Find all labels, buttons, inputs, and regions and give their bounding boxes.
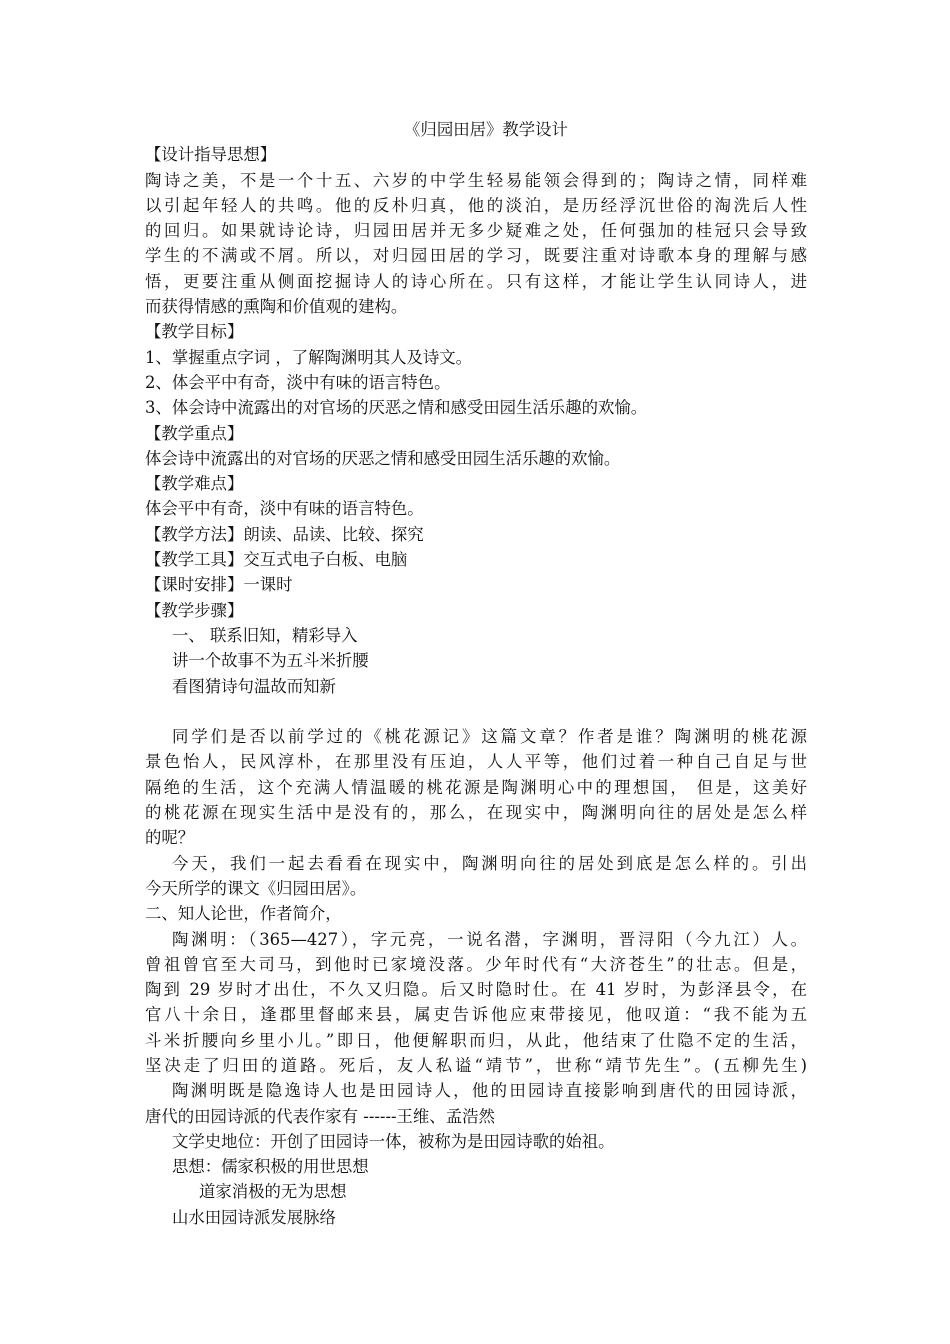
poetry-lineage: 山水田园诗派发展脉络 — [172, 1207, 336, 1227]
step1-title: 一、 联系旧知，精彩导入 — [172, 625, 358, 645]
paragraph-line: 曾祖曾官至大司马，到他时已家境没落。少年时代有“大济苍生”的壮志。但是， — [145, 954, 807, 974]
paragraph-line: 陶渊明：（365—427），字元亮，一说名潜，字渊明，晋浔阳（今九江）人。 — [172, 929, 807, 949]
paragraph-line: 悟，更要注重从侧面挖掘诗人的诗心所在。只有这样，才能让学生认同诗人，进 — [145, 271, 807, 291]
step1-sub-story: 讲一个故事不为五斗米折腰 — [172, 651, 369, 671]
steps-heading: 【教学步骤】 — [145, 600, 244, 620]
influence-paragraph — [145, 1078, 807, 1129]
thought-confucian: 思想：儒家积极的用世思想 — [172, 1157, 369, 1177]
paragraph-line: 陶渊明既是隐逸诗人也是田园诗人，他的田园诗直接影响到唐代的田园诗派， — [172, 1081, 807, 1101]
difficulty-text: 体会平中有奇，淡中有味的语言特色。 — [145, 499, 424, 519]
paragraph-line: 的呢？ — [145, 828, 195, 848]
tools-line: 【教学工具】交互式电子白板、电脑 — [145, 550, 408, 570]
paragraph-line: 唐代的田园诗派的代表作家有 ------王维、孟浩然 — [145, 1106, 495, 1126]
goals-heading: 【教学目标】 — [145, 322, 244, 342]
blank-line — [145, 699, 807, 724]
design-guide-heading: 【设计指导思想】 — [145, 145, 277, 165]
literary-status: 文学史地位：开创了田园诗一体，被称为是田园诗歌的始祖。 — [172, 1131, 615, 1151]
paragraph-line: 隔绝的生活，这个充满人情温暖的桃花源是陶渊明心中的理想国， 但是，这美好 — [145, 777, 807, 797]
paragraph-line: 官八十余日，逢郡里督邮来县，属吏告诉他应束带接见，他叹道：“我不能为五 — [145, 1005, 807, 1025]
paragraph-line: 斗米折腰向乡里小儿。”即日，他便解职而归，从此，他结束了仕隐不定的生活， — [145, 1030, 807, 1050]
thought-taoist: 道家消极的无为思想 — [199, 1182, 347, 1202]
step2-title: 二、知人论世，作者简介， — [145, 904, 342, 924]
paragraph-line: 坚决走了归田的道路。死后，友人私谥“靖节”，世称“靖节先生”。(五柳先生) — [145, 1055, 807, 1075]
paragraph-line: 的桃花源在现实生活中是没有的，那么，在现实中，陶渊明向往的居处是怎么样 — [145, 803, 807, 823]
author-bio-paragraph — [145, 927, 807, 1079]
paragraph-line: 同学们是否以前学过的《桃花源记》这篇文章？作者是谁？陶渊明的桃花源 — [172, 727, 807, 747]
step1-paragraph-2 — [145, 851, 807, 902]
paragraph-line: 以引起年轻人的共鸣。他的反朴归真，他的淡泊，是历经浮沉世俗的淘洗后人性 — [145, 195, 807, 215]
paragraph-line: 学生的不满或不屑。所以，对归园田居的学习，既要注重对诗歌本身的理解与感 — [145, 246, 807, 266]
paragraph-line: 今天所学的课文《归园田居》。 — [145, 878, 367, 898]
paragraph-line: 景色怡人，民风淳朴，在那里没有压迫，人人平等，他们过着一种自己自足与世 — [145, 752, 807, 772]
paragraph-line: 今天，我们一起去看看在现实中，陶渊明向往的居处到底是怎么样的。引出 — [172, 853, 807, 873]
paragraph-line: 而获得情感的熏陶和价值观的建构。 — [145, 297, 408, 317]
key-point-heading: 【教学重点】 — [145, 423, 244, 443]
goal-item: 1、掌握重点字词 ，了解陶渊明其人及诗文。 — [145, 347, 473, 367]
method-line: 【教学方法】朗读、品读、比较、探究 — [145, 524, 424, 544]
goal-item: 3、体会诗中流露出的对官场的厌恶之情和感受田园生活乐趣的欢愉。 — [145, 398, 648, 418]
design-guide-paragraph — [145, 168, 807, 320]
key-point-text: 体会诗中流露出的对官场的厌恶之情和感受田园生活乐趣的欢愉。 — [145, 448, 621, 468]
document-page — [145, 117, 807, 1230]
paragraph-line: 陶到 29 岁时才出仕，不久又归隐。后又时隐时仕。在 41 岁时，为彭泽县令，在 — [145, 980, 807, 1000]
paragraph-line: 陶诗之美，不是一个十五、六岁的中学生轻易能领会得到的；陶诗之情，同样难 — [145, 170, 807, 190]
difficulty-heading: 【教学难点】 — [145, 474, 244, 494]
goal-item: 2、体会平中有奇，淡中有味的语言特色。 — [145, 372, 451, 392]
paragraph-line: 的回归。如果就诗论诗，归园田居并无多少疑难之处，任何强加的桂冠只会导致 — [145, 221, 807, 241]
step1-sub-guess: 看图猜诗句温故而知新 — [172, 676, 336, 696]
document-title: 《归园田居》教学设计 — [404, 120, 568, 139]
schedule-line: 【课时安排】一课时 — [145, 575, 293, 595]
step1-paragraph-1 — [145, 724, 807, 850]
